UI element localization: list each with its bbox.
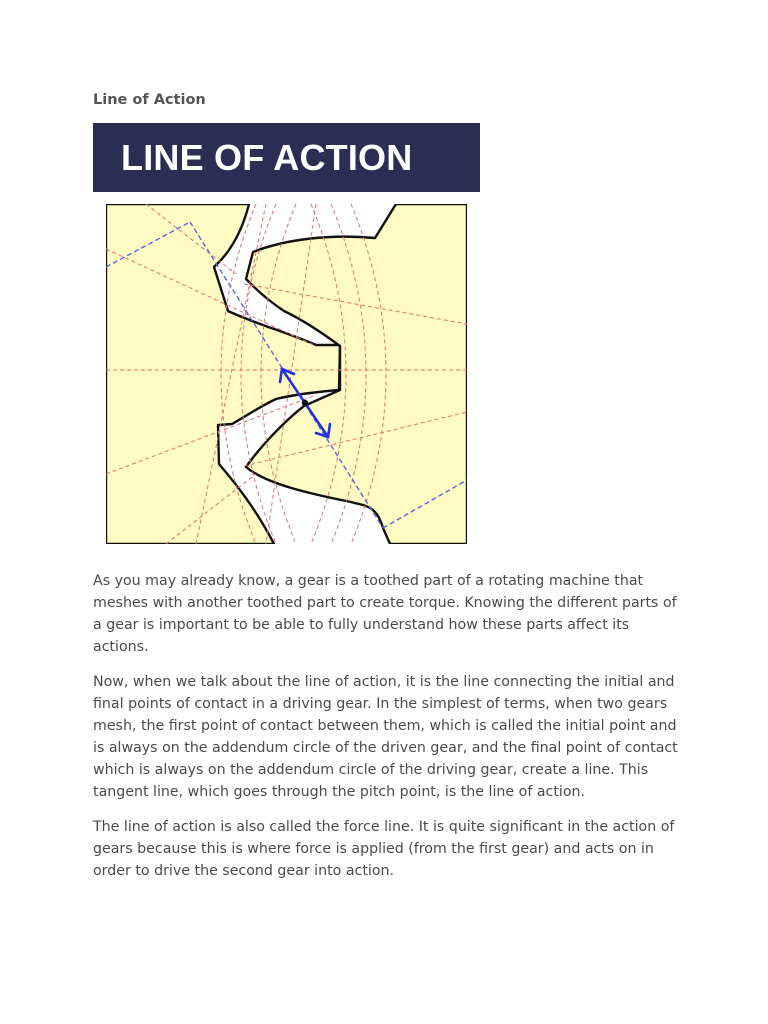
line-of-action-figure	[93, 123, 480, 192]
pitch-point-icon	[302, 400, 308, 406]
gear-mesh-diagram	[106, 204, 467, 544]
paragraph-1: As you may already know, a gear is a toothed part of a rotating machine that meshes with another toothed part to create torque. Knowing the different parts of a gear is important to be able to fully understand how these parts affect its actions.	[93, 573, 677, 655]
page-title: Line of Action	[93, 92, 206, 108]
figure-banner	[93, 123, 480, 192]
paragraph-2: Now, when we talk about the line of action, it is the line connecting the initial and final points of contact in a driving gear. In the simplest of terms, when two gears mesh, the first point of contact between them, which is called the initial point and is always on the addendum circle of the driven gear, and the final point of contact which is always on the addendum circle of the driving gear, create a line. This tangent line, which goes through the pitch point, is the line of action.	[93, 674, 678, 800]
article-body	[93, 571, 683, 896]
paragraph-3: The line of action is also called the force line. It is quite significant in the action of gears because this is where force is applied (from the first gear) and acts on in order to drive the second gear into action.	[93, 819, 675, 879]
banner-title: LINE OF ACTION	[121, 136, 413, 178]
